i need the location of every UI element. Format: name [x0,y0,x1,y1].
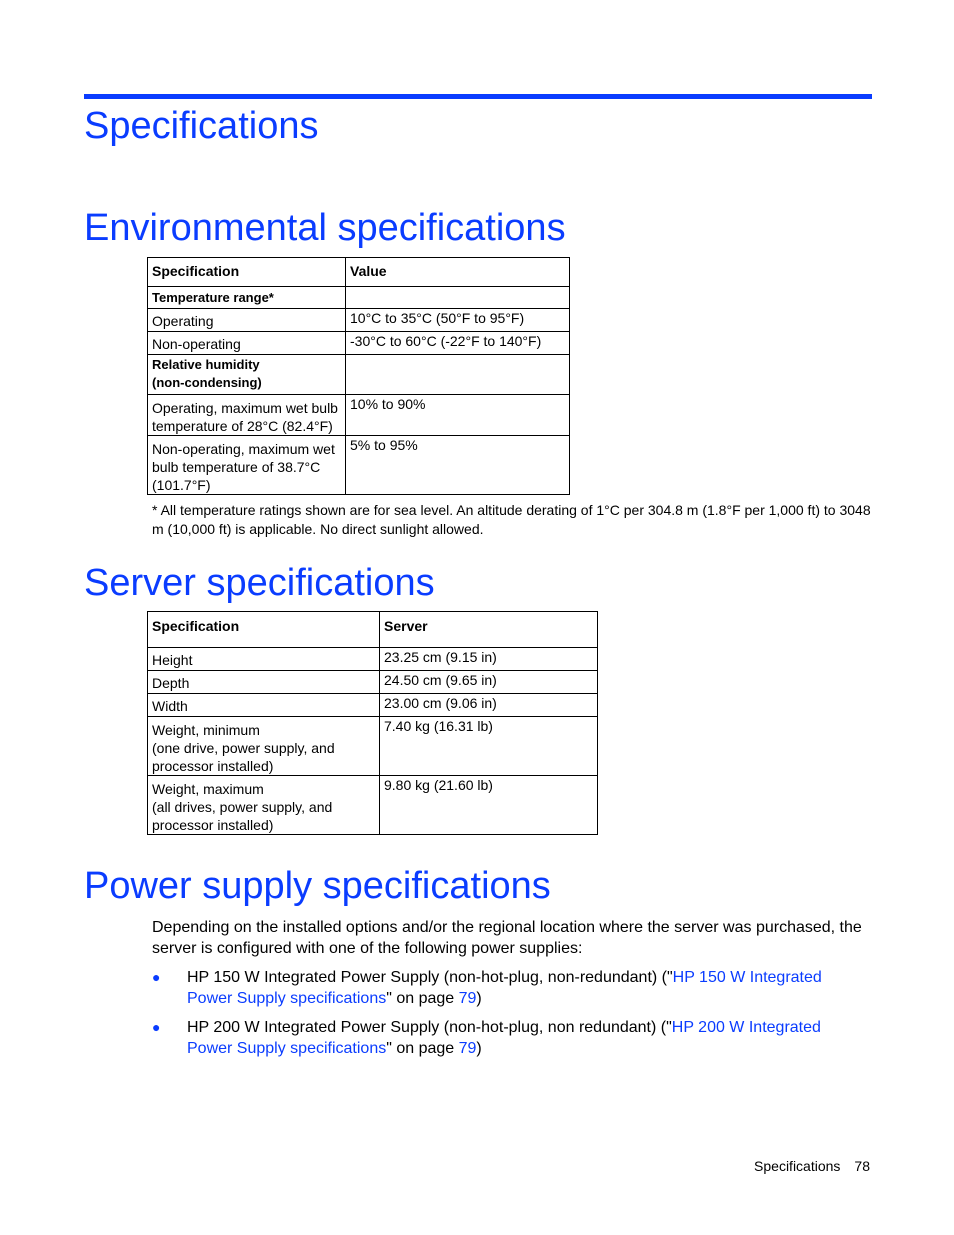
table-row [148,287,570,309]
table-row [148,309,570,332]
bullet-text: " on page [386,990,459,1007]
value-cell: 24.50 cm (9.65 in) [380,671,598,694]
table-row [148,776,598,835]
table-row [148,694,598,717]
value-cell: 5% to 95% [346,436,570,495]
table-row [148,436,570,495]
value-cell: 10°C to 35°C (50°F to 95°F) [346,309,570,332]
page-footer [740,1158,870,1174]
power-intro: Depending on the installed options and/or the regional location where the server was purchased, the server is configured with one of the following power supplies: [152,919,862,957]
value-cell [346,287,570,309]
spec-cell: Weight, maximum (all drives, power supply, and processor installed) [148,776,380,835]
table-header-row [148,258,570,287]
bullet-text: HP 200 W Integrated Power Supply (non-hot-plug, non redundant) (" [187,1019,672,1036]
server-heading: Server specifications [84,562,435,604]
bullet-text: ) [476,990,482,1007]
spec-cell: Weight, minimum (one drive, power supply, and processor installed) [148,717,380,776]
table-row [148,332,570,355]
value-cell: 9.80 kg (21.60 lb) [380,776,598,835]
title-rule [84,94,872,99]
page-number: 78 [854,1158,870,1174]
spec-cell: Operating [148,309,346,332]
page-title: Specifications [84,105,319,147]
spec-cell: Height [148,648,380,671]
table-row [148,717,598,776]
environmental-table [147,257,570,495]
spec-cell: Non-operating, maximum wet bulb temperature of 38.7°C (101.7°F) [148,436,346,495]
server-table [147,611,598,835]
power-200w-spec-link[interactable]: HP 200 W Integrated Power Supply specifications [187,1019,821,1057]
power-150w-spec-link[interactable]: HP 150 W Integrated Power Supply specifications [187,969,822,1007]
bullet-icon: ● [152,1019,161,1035]
value-cell: 23.00 cm (9.06 in) [380,694,598,717]
bullet-text: " on page [386,1040,459,1057]
spec-cell: Non-operating [148,332,346,355]
table-header-row [148,612,598,648]
column-header: Specification [148,612,380,648]
page-79-link[interactable]: 79 [458,990,477,1007]
column-header: Server [380,612,598,648]
spec-cell: Relative humidity (non-condensing) [148,355,346,395]
value-cell: 7.40 kg (16.31 lb) [380,717,598,776]
footer-section: Specifications [754,1158,841,1174]
value-cell: 23.25 cm (9.15 in) [380,648,598,671]
bullet-text: HP 150 W Integrated Power Supply (non-hot-plug, non-redundant) (" [187,969,673,986]
table-row [148,355,570,395]
column-header: Value [346,258,570,287]
power-heading: Power supply specifications [84,865,551,907]
spec-cell: Width [148,694,380,717]
bullet-text: ) [476,1040,482,1057]
page-79-link[interactable]: 79 [458,1040,477,1057]
table-row [148,648,598,671]
spec-cell: Operating, maximum wet bulb temperature of 28°C (82.4°F) [148,395,346,436]
table-row [148,395,570,436]
value-cell: -30°C to 60°C (-22°F to 140°F) [346,332,570,355]
value-cell [346,355,570,395]
spec-cell: Temperature range* [148,287,346,309]
column-header: Specification [148,258,346,287]
value-cell: 10% to 90% [346,395,570,436]
spec-cell: Depth [148,671,380,694]
temperature-note: * All temperature ratings shown are for sea level. An altitude derating of 1°C per 304.8 m (1.8°F per 1,000 ft) to 3048 m (10,000 ft) is applicable. No direct sunlight allowed. [152,502,871,537]
environmental-heading: Environmental specifications [84,207,566,249]
table-row [148,671,598,694]
bullet-icon: ● [152,969,161,985]
